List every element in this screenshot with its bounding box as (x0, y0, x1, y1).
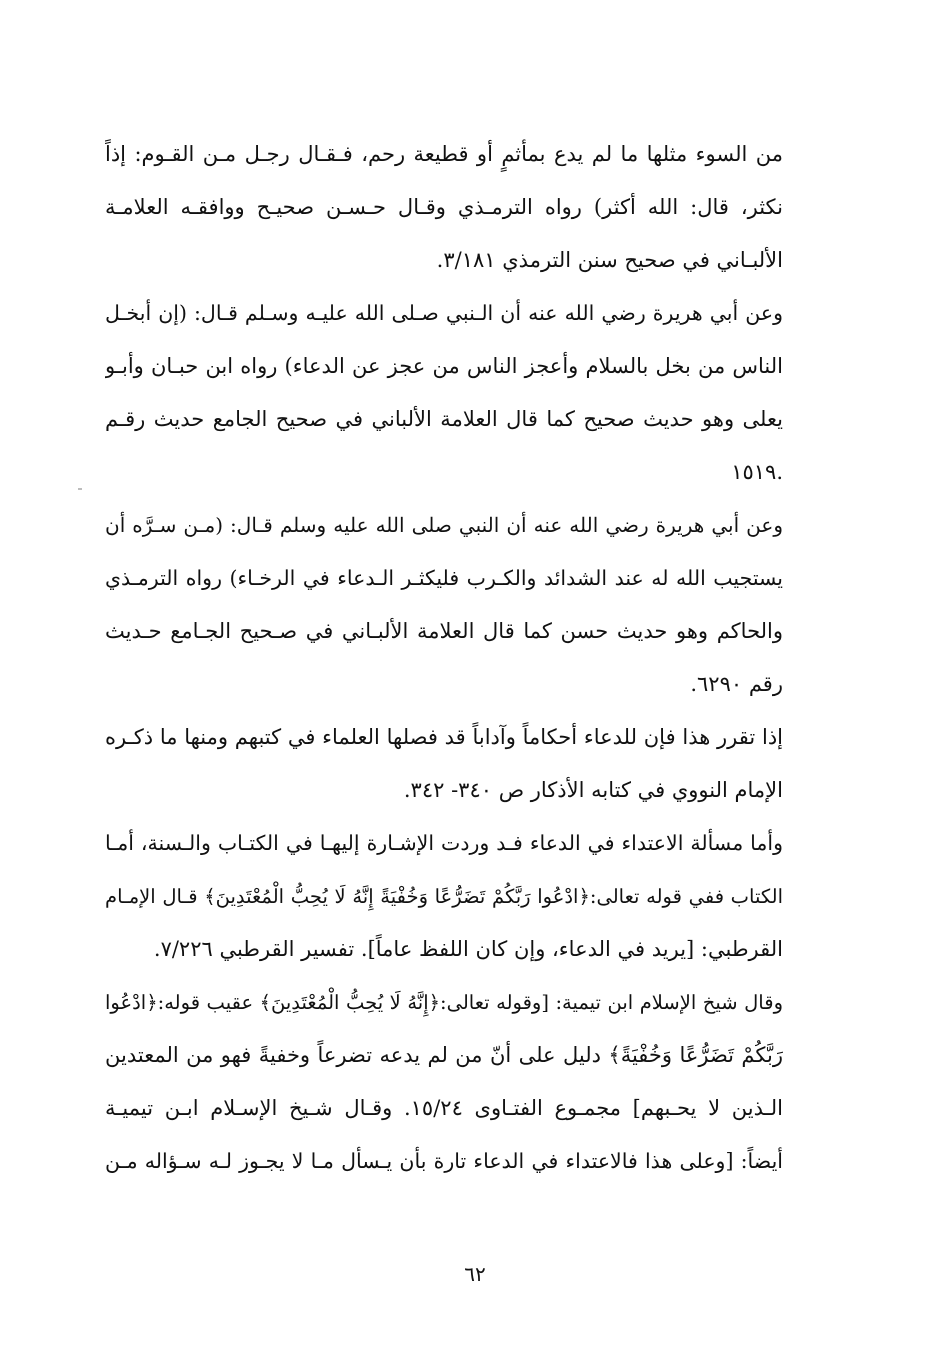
text-line: الكتاب ففي قوله تعالى:﴿ادْعُوا رَبَّكُمْ تَضَرُّعًا وَخُفْيَةً إِنَّهُ لَا يُحِبُّ الْمُعْتَدِينَ﴾ قـال الإمـام (105, 885, 783, 908)
text-line: والحاكم وهو حديث حسن كما قال العلامة الألبـاني في صـحيح الجـامع حـديث (105, 619, 783, 643)
scan-speck (78, 488, 82, 490)
text-line: الألبـاني في صحيح سنن الترمذي ٣/١٨١. (436, 248, 783, 272)
text-line: يعلى وهو حديث صحيح كما قال العلامة الألباني في صحيح الجامع حديث رقـم (105, 407, 783, 431)
text-line: القرطبي: [يريد في الدعاء، وإن كان اللفظ عاماً]. تفسير القرطبي ٧/٢٢٦. (153, 937, 783, 961)
text-line: رقم ٦٢٩٠. (690, 672, 783, 696)
text-line: من السوء مثلها ما لم يدع بمأثمٍ أو قطيعة رحم، فـقـال رجـل مـن القـوم: إذاً (105, 142, 783, 166)
text-line: رَبَّكُمْ تَضَرُّعًا وَخُفْيَةً﴾ دليل على أنّ من لم يدعه تضرعاً وخفيةً فهو من المعتدين (105, 1043, 783, 1067)
text-line: نكثر، قال: الله أكثر) رواه الترمـذي وقـال حـسـن صحيـح ووافقـه العلامـة (105, 195, 783, 219)
text-line: وأما مسألة الاعتداء في الدعاء فـد وردت الإشـارة إليهـا في الكتـاب والـسنة، أمـا (105, 831, 783, 855)
body-text (105, 128, 783, 1188)
text-line: الناس من بخل بالسلام وأعجز الناس من عجز عن الدعاء) رواه ابن حبـان وأبـو (105, 354, 783, 378)
text-line: وقال شيخ الإسلام ابن تيمية: [وقوله تعالى:﴿إِنَّهُ لَا يُحِبُّ الْمُعْتَدِينَ﴾ عقيب قوله:﴿ادْعُوا (105, 991, 783, 1014)
text-line: وعن أبي هريرة رضي الله عنه أن النبي صلى الله عليه وسلم قـال: (مـن سـرَّه أن (105, 513, 783, 537)
text-line: أيضاً: [وعلى هذا فالاعتداء في الدعاء تارة بأن يـسأل مـا لا يجـوز لـه سـؤاله مـن (105, 1149, 783, 1173)
text-line: يستجيب الله له عند الشدائد والكـرب فليكثـر الـدعاء في الرخـاء) رواه الترمـذي (105, 566, 783, 590)
text-line: الإمام النووي في كتابه الأذكار ص ٣٤٠- ٣٤٢. (403, 778, 783, 802)
text-line: الـذين لا يحـبهم] مجمـوع الفتـاوى ١٥/٢٤. وقـال شـيخ الإسـلام ابـن تيميـة (105, 1096, 783, 1120)
text-line: .١٥١٩ (731, 460, 783, 484)
text-line: وعن أبي هريرة رضي الله عنه أن الـنبي صـلى الله عليـه وسـلم قـال: (إن أبخـل (105, 301, 783, 325)
page-number: ٦٢ (464, 1262, 486, 1286)
text-line: إذا تقرر هذا فإن للدعاء أحكاماً وآداباً قد فصلها العلماء في كتبهم ومنها ما ذكـره (105, 725, 783, 749)
